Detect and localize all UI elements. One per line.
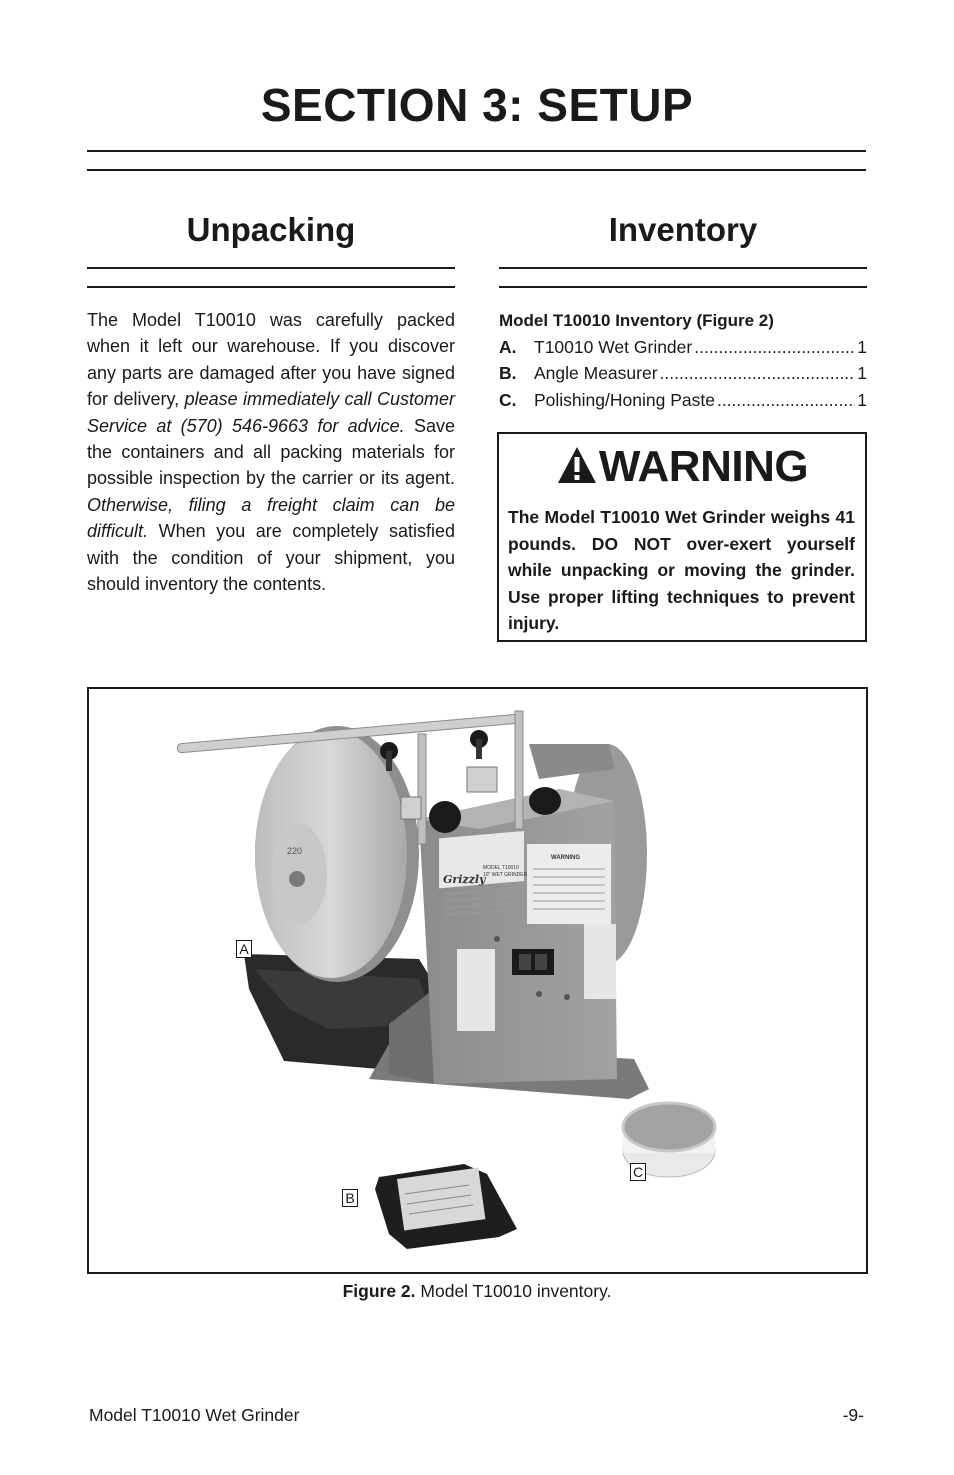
unpacking-rule-top bbox=[87, 267, 455, 269]
callout-c: C bbox=[630, 1163, 646, 1181]
inventory-item-qty: 1 bbox=[857, 390, 867, 410]
unpacking-text-2: Save the containers and all packing materials for possible inspection by the carrier or its agent. bbox=[87, 415, 455, 489]
inventory-rule-bottom bbox=[499, 286, 867, 288]
unpacking-text-3: When you are completely satisfied with the condition of your shipment, you should inventory the contents. bbox=[87, 521, 455, 595]
figure-frame bbox=[87, 687, 868, 1274]
inventory-item-c bbox=[499, 390, 867, 416]
inventory-item-letter: C. bbox=[499, 390, 517, 410]
inventory-item-letter: B. bbox=[499, 363, 517, 383]
inventory-item-qty: 1 bbox=[857, 363, 867, 383]
inventory-list-title: Model T10010 Inventory (Figure 2) bbox=[499, 311, 774, 330]
inventory-item-a bbox=[499, 337, 867, 363]
inventory-item-b bbox=[499, 363, 867, 389]
warning-box bbox=[497, 432, 867, 642]
leader-dots bbox=[694, 337, 855, 358]
callout-a: A bbox=[236, 940, 252, 958]
callout-b: B bbox=[342, 1189, 358, 1207]
inventory-rule-top bbox=[499, 267, 867, 269]
unpacking-rule-bottom bbox=[87, 286, 455, 288]
figure-caption-label: Figure 2. bbox=[342, 1281, 416, 1301]
unpacking-text-italic-1: please immediately call Customer Service at (570) 546-9663 for advice. bbox=[87, 389, 455, 436]
unpacking-heading: Unpacking bbox=[186, 211, 356, 248]
leader-dots bbox=[660, 363, 856, 384]
inventory-item-qty: 1 bbox=[857, 337, 867, 357]
leader-dots bbox=[717, 390, 855, 411]
unpacking-text-1: The Model T10010 was carefully packed when it left our warehouse. If you discover any parts are damaged after you have signed for delivery, bbox=[87, 310, 455, 410]
warning-word: WARNING bbox=[598, 442, 809, 491]
footer-model-name: Model T10010 Wet Grinder bbox=[89, 1405, 300, 1425]
grinder-warning-text: WARNING bbox=[551, 855, 580, 861]
inventory-heading: Inventory bbox=[608, 211, 758, 248]
inventory-item-letter: A. bbox=[499, 337, 517, 357]
wet-grinder-photo bbox=[89, 689, 866, 1272]
warning-text: The Model T10010 Wet Grinder weighs 41 pounds. DO NOT over-exert yourself while unpacking or moving the grinder. Use proper lifting techniques to prevent injury. bbox=[508, 507, 855, 633]
inventory-item-name: Angle Measurer bbox=[534, 363, 658, 383]
inventory-item-name: T10010 Wet Grinder bbox=[534, 337, 693, 357]
unpacking-paragraph bbox=[87, 307, 455, 597]
grinder-brand-text: Grizzly bbox=[443, 873, 486, 886]
section-title: SECTION 3: SETUP bbox=[260, 79, 694, 131]
footer-page-number: -9- bbox=[842, 1405, 864, 1425]
grinder-name-text: 10" WET GRINDER bbox=[483, 872, 528, 878]
figure-caption bbox=[0, 1281, 954, 1302]
inventory-item-name: Polishing/Honing Paste bbox=[534, 390, 715, 410]
grinder-model-text: MODEL T10010 bbox=[483, 865, 519, 871]
wheel-label-text: 220 bbox=[287, 846, 303, 856]
warning-triangle-icon bbox=[556, 445, 598, 485]
title-rule-bottom bbox=[87, 169, 866, 171]
title-rule-top bbox=[87, 150, 866, 152]
figure-caption-text: Model T10010 inventory. bbox=[420, 1281, 612, 1301]
unpacking-text-italic-2: Otherwise, filing a freight claim can be difficult. bbox=[87, 494, 455, 542]
warning-header bbox=[499, 442, 865, 492]
